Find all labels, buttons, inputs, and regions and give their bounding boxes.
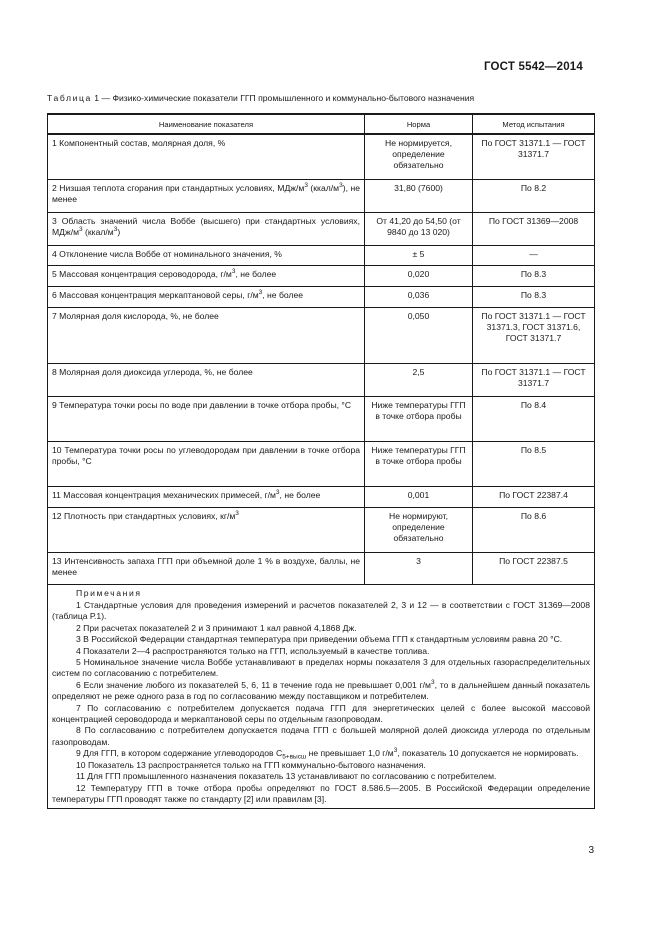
table-row: [48, 553, 595, 585]
table-row: [48, 397, 595, 442]
note-item: 6 Если значение любого из показателей 5, 6, 11 в течение года не превышает 0,001 $г/м^3$, то в дальнейшем данный показатель определяют не реже одного раза в год по согласованию между поставщиком и потребителем.: [52, 678, 591, 702]
indicator-name: 2 Низшая теплота сгорания при стандартных условиях, МДж/$м^3$ $(ккал/м^3)$, не менее: [48, 180, 365, 213]
indicator-method: По 8.3: [473, 287, 595, 308]
indicator-norm: 3: [365, 553, 473, 585]
table-row: [48, 287, 595, 308]
indicator-norm: От 41,20 до 54,50 (от 9840 до 13 020): [365, 213, 473, 246]
indicator-method: По ГОСТ 31369—2008: [473, 213, 595, 246]
indicator-name: 1 Компонентный состав, молярная доля, %: [48, 134, 365, 180]
table-row: [48, 266, 595, 287]
note-item: 1 Стандартные условия для проведения измерений и расчетов показателей 2, 3 и 12 — в соответствии с ГОСТ 31369—2008 (таблица Р.1).: [52, 600, 590, 622]
indicator-method: По 8.2: [473, 180, 595, 213]
table-row: [48, 442, 595, 487]
indicator-norm: Ниже температуры ГГП в точке отбора пробы: [365, 397, 473, 442]
indicator-name: 6 Массовая концентрация меркаптановой серы, $г/м^3$, не более: [48, 287, 365, 308]
table-row: [48, 487, 595, 508]
indicator-method: По 8.5: [473, 442, 595, 487]
indicator-method: —: [473, 246, 595, 266]
indicator-method: По ГОСТ 31371.1 — ГОСТ 31371.7: [473, 364, 595, 397]
table-row: [48, 134, 595, 180]
indicator-method: По 8.3: [473, 266, 595, 287]
indicator-method: По 8.4: [473, 397, 595, 442]
indicator-method: По ГОСТ 22387.5: [473, 553, 595, 585]
indicators-table: [47, 113, 595, 809]
note-item: 7 По согласованию с потребителем допускается подача ГГП для энергетических целей с более высокой массовой концентрацией сероводорода и меркаптановой серы по отдельным газопроводам.: [52, 702, 590, 725]
indicator-norm: 0,001: [365, 487, 473, 508]
indicator-name: 8 Молярная доля диоксида углерода, %, не более: [48, 364, 365, 397]
indicator-name: 3 Область значений числа Воббе (высшего) при стандартных условиях, МДж/$м^3$ $(ккал/м^3)$: [48, 213, 365, 246]
note-item: 11 Для ГГП промышленного назначения показатель 13 устанавливают по согласованию с потребителем.: [76, 771, 497, 782]
notes-row: [48, 585, 595, 809]
indicator-norm: Ниже температуры ГГП в точке отбора пробы: [365, 442, 473, 487]
note-item: 12 Температуру ГГП в точке отбора пробы определяют по ГОСТ 8.586.5—2005. В Российской Федерации определение температуры ГГП проводят также по стандарту [2] или правилам [3].: [52, 782, 590, 804]
note-item: 2 При расчетах показателей 2 и 3 принимают 1 кал равной 4,1868 Дж.: [76, 622, 357, 633]
indicator-norm: Не нормируют, определение обязательно: [365, 508, 473, 553]
note-item: 8 По согласованию с потребителем допускается подача ГГП с большей молярной долей диоксида углерода по отдельным газопроводам.: [52, 725, 590, 747]
table-row: [48, 180, 595, 213]
note-item: 4 Показатели 2—4 распространяются только на ГГП, используемый в качестве топлива.: [76, 645, 430, 656]
note-item: 5 Номинальное значение числа Воббе устанавливают в пределах нормы показателя 3 для отдельных газораспределительных систем по согласованию с потребителем.: [52, 657, 590, 679]
indicator-name: 7 Молярная доля кислорода, %, не более: [48, 308, 365, 364]
indicator-method: По 8.6: [473, 508, 595, 553]
table-row: [48, 213, 595, 246]
indicator-method: По ГОСТ 22387.4: [473, 487, 595, 508]
table-header-row: [48, 114, 595, 134]
indicator-norm: ± 5: [365, 246, 473, 266]
header-indicator-name: Наименование показателя: [48, 114, 365, 134]
indicator-norm: 0,020: [365, 266, 473, 287]
page-number: 3: [588, 845, 594, 856]
indicator-norm: 2,5: [365, 364, 473, 397]
notes-title: Примечания: [76, 588, 142, 598]
header-norm: Норма: [365, 114, 473, 134]
indicator-norm: Не нормируется, определение обязательно: [365, 134, 473, 180]
indicator-name: 11 Массовая концентрация механических примесей, $г/м^3$, не более: [48, 487, 365, 508]
caption-number: 1: [94, 93, 100, 103]
table-caption: [47, 93, 622, 103]
table-row: [48, 364, 595, 397]
indicator-name: 10 Температура точки росы по углеводородам при давлении в точке отбора пробы, °С: [48, 442, 365, 487]
indicator-name: 5 Массовая концентрация сероводорода, $г/м^3$, не более: [48, 266, 365, 287]
table-row: [48, 308, 595, 364]
note-item: 10 Показатель 13 распространяется только на ГГП коммунально-бытового назначения.: [76, 759, 426, 770]
table-row: [48, 508, 595, 553]
indicator-name: 4 Отклонение числа Воббе от номинального значения, %: [48, 246, 365, 266]
indicator-norm: 0,050: [365, 308, 473, 364]
indicator-name: 12 Плотность при стандартных условиях, $кг/м^3$: [48, 508, 365, 553]
document-code: ГОСТ 5542—2014: [483, 61, 583, 73]
caption-label: Таблица: [47, 93, 92, 103]
header-test-method: Метод испытания: [473, 114, 595, 134]
notes-section: [48, 585, 595, 809]
indicator-name: 13 Интенсивность запаха ГГП при объемной доле 1 % в воздухе, баллы, не менее: [48, 553, 365, 585]
indicator-method: По ГОСТ 31371.1 — ГОСТ 31371.7: [473, 134, 595, 180]
caption-text: — Физико-химические показатели ГГП промышленного и коммунально-бытового назначения: [101, 93, 475, 103]
indicator-name: 9 Температура точки росы по воде при давлении в точке отбора пробы, °С: [48, 397, 365, 442]
indicator-norm: 0,036: [365, 287, 473, 308]
indicator-norm: 31,80 (7600): [365, 180, 473, 213]
indicator-method: По ГОСТ 31371.1 — ГОСТ 31371.3, ГОСТ 31371.6, ГОСТ 31371.7: [473, 308, 595, 364]
table-row: [48, 246, 595, 266]
note-item: 9 Для ГГП, в котором содержание углеводородов $С_{5+высш}$ не превышает 1,0 $г/м^3$, показатель 10 допускается не нормировать.: [76, 747, 579, 761]
note-item: 3 В Российской Федерации стандартная температура при приведении объема ГГП к стандартным условиям равна 20 °С.: [76, 634, 563, 645]
